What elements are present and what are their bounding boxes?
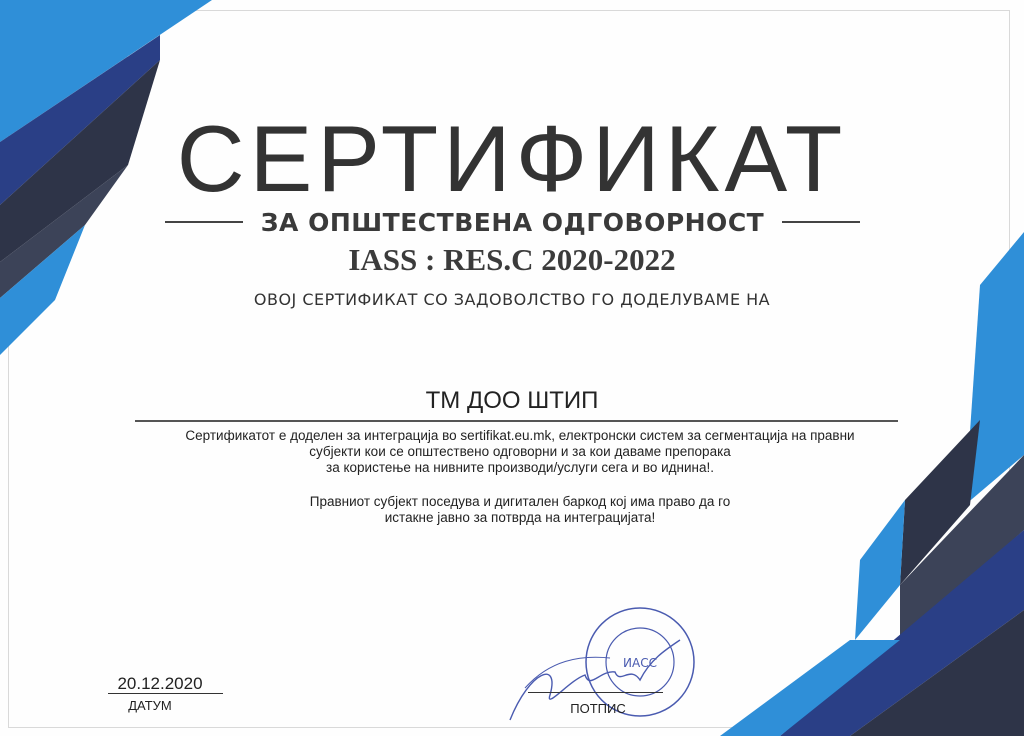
signature-line	[528, 692, 663, 693]
recipient-underline	[135, 420, 898, 422]
body-line: за користење на нивните производи/услуги сега и во иднина!.	[326, 460, 714, 475]
subtitle-rule-right	[782, 221, 860, 223]
subtitle-row	[165, 204, 860, 240]
date-value: 20.12.2020	[117, 674, 203, 693]
award-line: ОВОЈ СЕРТИФИКАТ СО ЗАДОВОЛСТВО ГО ДОДЕЛУВАМЕ НА	[253, 290, 771, 309]
certificate-subtitle: ЗА ОПШТЕСТВЕНА ОДГОВОРНОСТ	[260, 207, 765, 237]
date-label: ДАТУМ	[128, 698, 172, 713]
signature-stroke	[525, 657, 610, 688]
body-line: истакне јавно за потврда на интеграцијата!	[384, 510, 656, 525]
date-line	[108, 693, 223, 694]
body-line: Правниот субјект поседува и дигитален баркод кој има право да го	[309, 494, 731, 509]
signature-label: ПОТПИС	[570, 701, 626, 716]
subtitle-rule-left	[165, 221, 243, 223]
body-line: Сертификатот е доделен за интеграција во sertifikat.eu.mk, електронски систем за сегментација на правни	[185, 428, 855, 443]
stamp-center-text: ИАСС	[623, 656, 657, 670]
paragraph-gap	[120, 476, 920, 494]
certificate-body	[120, 428, 920, 526]
certificate-title: СЕРТИФИКАТ	[176, 106, 848, 211]
recipient-name: ТМ ДОО ШТИП	[425, 387, 599, 414]
body-line: субјекти кои се општествено одговорни и за кои даваме препорака	[309, 444, 731, 459]
certificate-code: IASS : RES.C 2020-2022	[348, 242, 676, 277]
